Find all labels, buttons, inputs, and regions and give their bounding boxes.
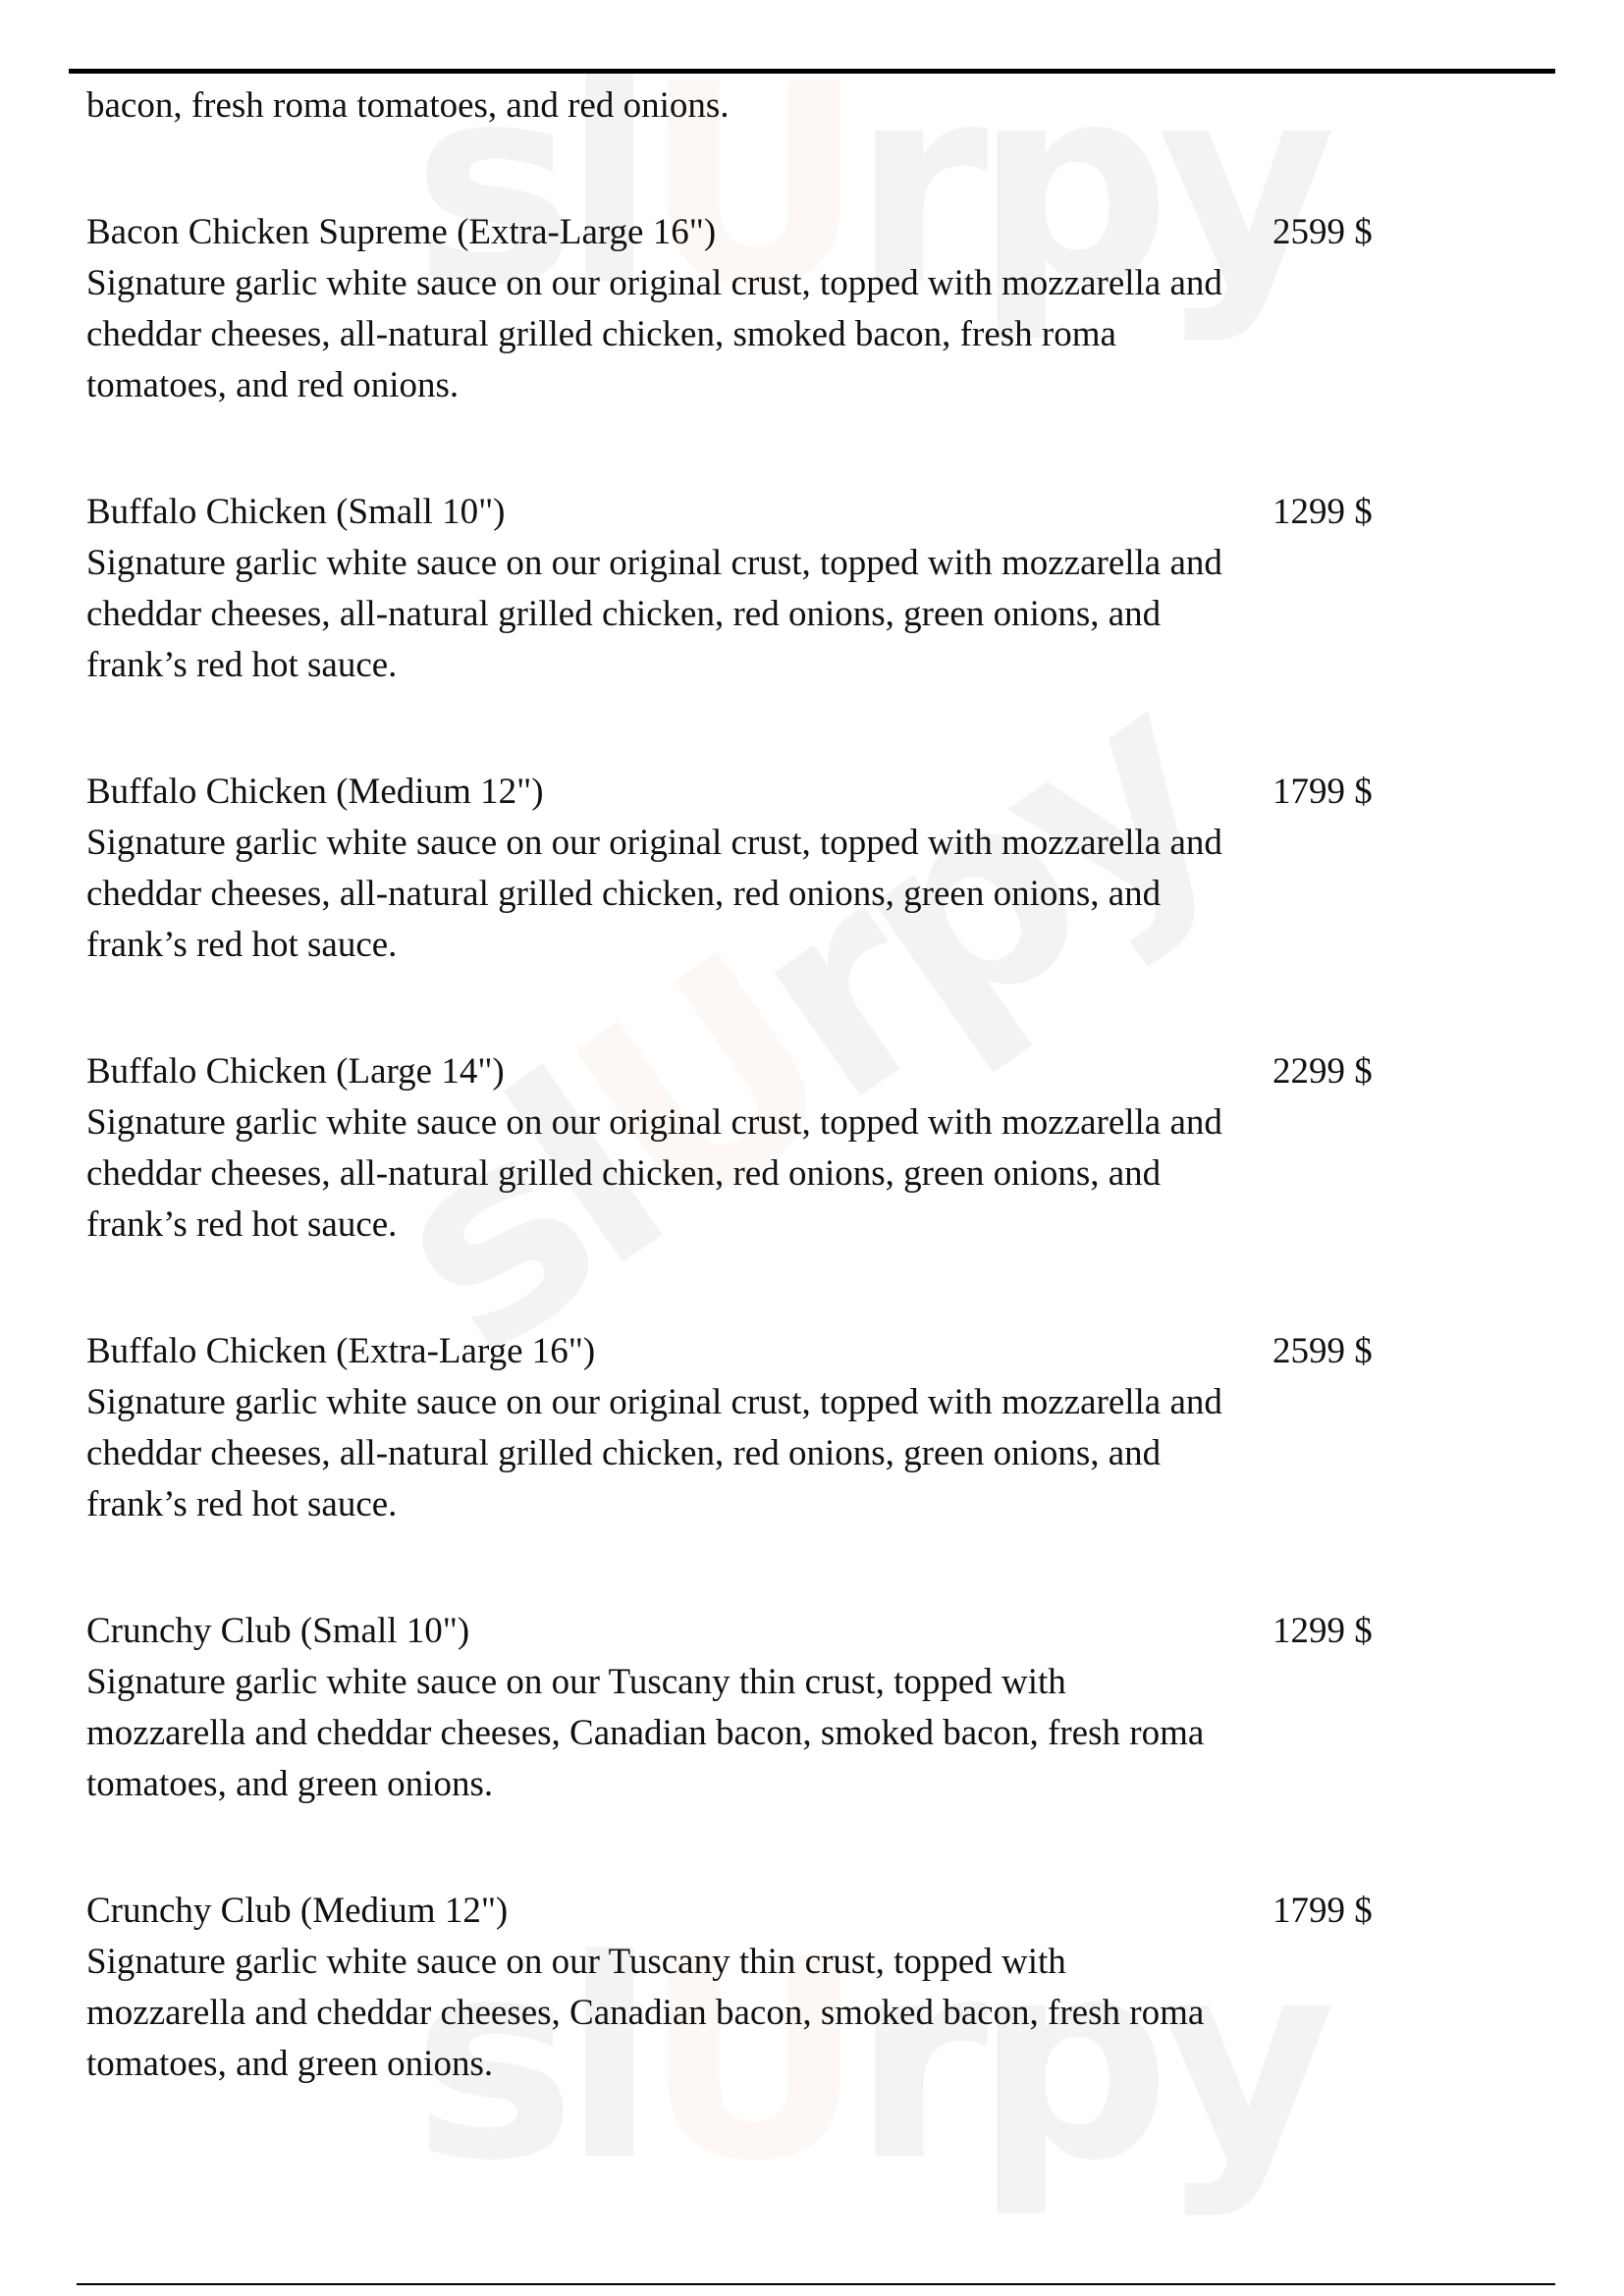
bottom-divider xyxy=(77,2283,1555,2285)
item-name: Buffalo Chicken (Medium 12") xyxy=(86,772,544,812)
item-description: Signature garlic white sauce on our original crust, topped with mozzarella and cheddar cheeses, all-natural grilled chicken, red onions, green onions, and frank’s red hot sauce. xyxy=(86,823,1222,965)
item-price: 1799 $ xyxy=(1272,772,1373,812)
item-price: 2299 $ xyxy=(1272,1051,1373,1092)
item-price: 1299 $ xyxy=(1272,492,1373,532)
item-description: Signature garlic white sauce on our original crust, topped with mozzarella and cheddar cheeses, all-natural grilled chicken, red onions, green onions, and frank’s red hot sauce. xyxy=(86,543,1222,685)
item-name: Crunchy Club (Small 10") xyxy=(86,1611,470,1651)
item-description: Signature garlic white sauce on our Tuscany thin crust, topped with mozzarella and cheddar cheeses, Canadian bacon, smoked bacon, fresh roma tomatoes, and green onions. xyxy=(86,1942,1205,2084)
item-price: 1799 $ xyxy=(1272,1891,1373,1931)
menu-item xyxy=(86,207,1461,411)
menu-item xyxy=(86,1326,1461,1530)
item-description: Signature garlic white sauce on our original crust, topped with mozzarella and cheddar cheeses, all-natural grilled chicken, red onions, green onions, and frank’s red hot sauce. xyxy=(86,1102,1222,1245)
item-price: 2599 $ xyxy=(1272,212,1373,252)
menu-item xyxy=(86,1886,1461,2090)
continued-description: bacon, fresh roma tomatoes, and red onions. xyxy=(86,85,730,126)
item-name: Buffalo Chicken (Extra-Large 16") xyxy=(86,1331,596,1371)
item-price: 1299 $ xyxy=(1272,1611,1373,1651)
menu-item xyxy=(86,487,1461,691)
item-price: 2599 $ xyxy=(1272,1331,1373,1371)
item-name: Crunchy Club (Medium 12") xyxy=(86,1891,509,1931)
item-name: Bacon Chicken Supreme (Extra-Large 16") xyxy=(86,212,717,252)
top-divider xyxy=(69,69,1555,74)
menu-content xyxy=(86,80,1461,2090)
menu-item xyxy=(86,767,1461,971)
item-description: Signature garlic white sauce on our original crust, topped with mozzarella and cheddar cheeses, all-natural grilled chicken, red onions, green onions, and frank’s red hot sauce. xyxy=(86,1382,1222,1524)
item-name: Buffalo Chicken (Large 14") xyxy=(86,1051,505,1092)
item-description: Signature garlic white sauce on our original crust, topped with mozzarella and cheddar cheeses, all-natural grilled chicken, smoked bacon, fresh roma tomatoes, and red onions. xyxy=(86,263,1222,405)
menu-item xyxy=(86,1046,1461,1251)
item-name: Buffalo Chicken (Small 10") xyxy=(86,492,506,532)
menu-item xyxy=(86,1606,1461,1810)
item-description: Signature garlic white sauce on our Tuscany thin crust, topped with mozzarella and cheddar cheeses, Canadian bacon, smoked bacon, fresh roma tomatoes, and green onions. xyxy=(86,1662,1205,1804)
